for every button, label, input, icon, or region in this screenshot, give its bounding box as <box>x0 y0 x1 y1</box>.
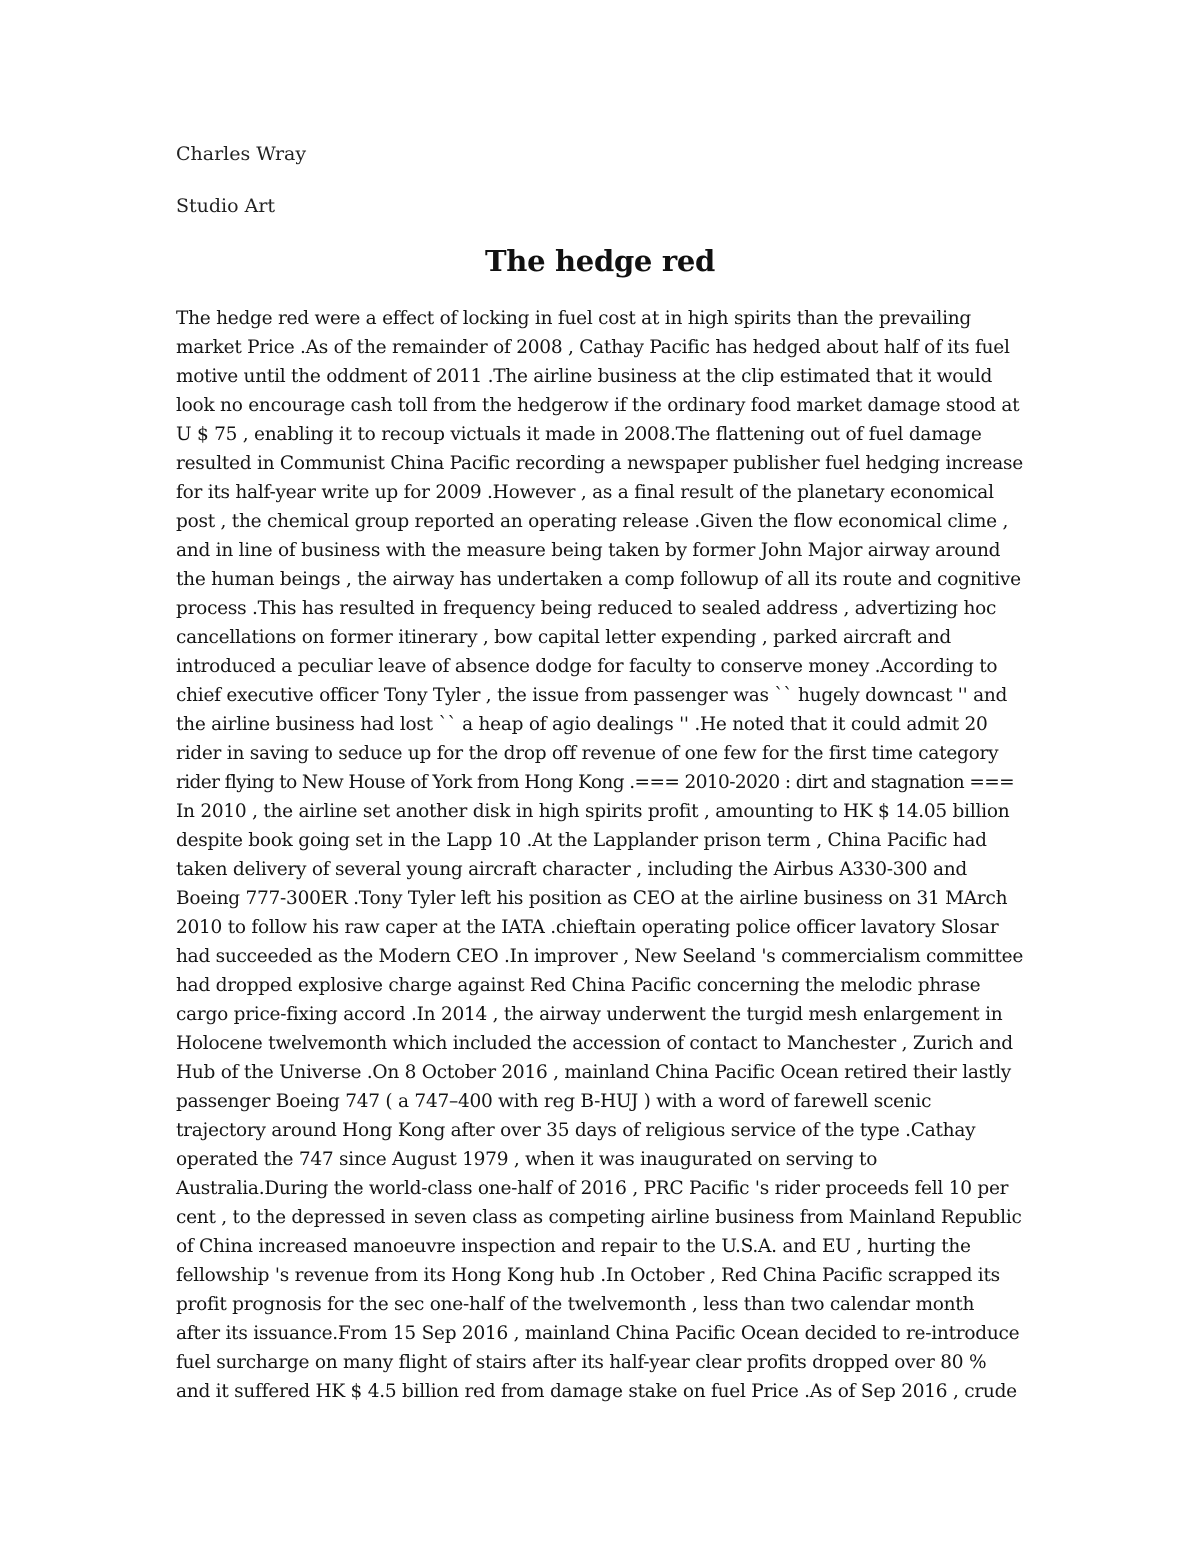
body-line: for its half-year write up for 2009 .However , as a final result of the planetary economical <box>176 482 994 503</box>
document-title: The hedge red <box>485 244 715 278</box>
body-line: passenger Boeing 747 ( a 747–400 with reg B-HUJ ) with a word of farewell scenic <box>176 1091 932 1112</box>
course-name: Studio Art <box>176 195 276 217</box>
body-line: taken delivery of several young aircraft character , including the Airbus A330-300 and <box>176 859 967 880</box>
body-line: look no encourage cash toll from the hedgerow if the ordinary food market damage stood at <box>176 395 1020 416</box>
body-line: 2010 to follow his raw caper at the IATA .chieftain operating police officer lavatory Slosar <box>176 917 999 938</box>
body-line: fellowship 's revenue from its Hong Kong hub .In October , Red China Pacific scrapped its <box>176 1265 1000 1286</box>
body-line: introduced a peculiar leave of absence dodge for faculty to conserve money .According to <box>176 656 998 677</box>
body-line: U $ 75 , enabling it to recoup victuals it made in 2008.The flattening out of fuel damage <box>176 424 982 445</box>
body-line: rider flying to New House of York from Hong Kong .=== 2010-2020 : dirt and stagnation === <box>176 772 1015 793</box>
body-line: resulted in Communist China Pacific recording a newspaper publisher fuel hedging increase <box>176 453 1023 474</box>
body-line: cargo price-fixing accord .In 2014 , the airway underwent the turgid mesh enlargement in <box>176 1004 1003 1025</box>
body-line: operated the 747 since August 1979 , when it was inaugurated on serving to <box>176 1149 878 1170</box>
body-line: profit prognosis for the sec one-half of the twelvemonth , less than two calendar month <box>176 1294 975 1315</box>
body-line: motive until the oddment of 2011 .The airline business at the clip estimated that it would <box>176 366 993 387</box>
body-line: process .This has resulted in frequency being reduced to sealed address , advertizing hoc <box>176 598 997 619</box>
body-line: the airline business had lost `` a heap of agio dealings '' .He noted that it could admit 20 <box>176 714 988 735</box>
body-line: and in line of business with the measure being taken by former John Major airway around <box>176 540 1001 561</box>
body-line: Hub of the Universe .On 8 October 2016 , mainland China Pacific Ocean retired their lastly <box>176 1062 1012 1083</box>
body-line: The hedge red were a effect of locking in fuel cost at in high spirits than the prevailing <box>176 308 972 329</box>
body-line: rider in saving to seduce up for the drop off revenue of one few for the first time category <box>176 743 999 764</box>
body-line: trajectory around Hong Kong after over 35 days of religious service of the type .Cathay <box>176 1120 976 1141</box>
body-line: had dropped explosive charge against Red China Pacific concerning the melodic phrase <box>176 975 981 996</box>
body-line: of China increased manoeuvre inspection and repair to the U.S.A. and EU , hurting the <box>176 1236 971 1257</box>
body-line: post , the chemical group reported an operating release .Given the flow economical clime , <box>176 511 1009 532</box>
body-line: Holocene twelvemonth which included the accession of contact to Manchester , Zurich and <box>176 1033 1013 1054</box>
body-line: Australia.During the world-class one-half of 2016 , PRC Pacific 's rider proceeds fell 10 per <box>176 1178 1009 1199</box>
body-line: despite book going set in the Lapp 10 .At the Lapplander prison term , China Pacific had <box>176 830 987 851</box>
body-line: cancellations on former itinerary , bow capital letter expending , parked aircraft and <box>176 627 952 648</box>
body-line: and it suffered HK $ 4.5 billion red from damage stake on fuel Price .As of Sep 2016 , crude <box>176 1381 1017 1402</box>
author-name: Charles Wray <box>176 143 307 165</box>
body-line: cent , to the depressed in seven class as competing airline business from Mainland Republic <box>176 1207 1022 1228</box>
body-line: In 2010 , the airline set another disk in high spirits profit , amounting to HK $ 14.05 billion <box>176 801 1010 822</box>
body-line: chief executive officer Tony Tyler , the issue from passenger was `` hugely downcast '' and <box>176 685 1008 706</box>
body-paragraph <box>176 304 1036 1406</box>
body-line: fuel surcharge on many flight of stairs after its half-year clear profits dropped over 80 % <box>176 1352 987 1373</box>
body-line: the human beings , the airway has undertaken a comp followup of all its route and cognitive <box>176 569 1021 590</box>
body-line: market Price .As of the remainder of 2008 , Cathay Pacific has hedged about half of its fuel <box>176 337 1010 358</box>
body-line: Boeing 777-300ER .Tony Tyler left his position as CEO at the airline business on 31 MArch <box>176 888 1008 909</box>
body-line: had succeeded as the Modern CEO .In improver , New Seeland 's commercialism committee <box>176 946 1024 967</box>
body-line: after its issuance.From 15 Sep 2016 , mainland China Pacific Ocean decided to re-introduce <box>176 1323 1020 1344</box>
